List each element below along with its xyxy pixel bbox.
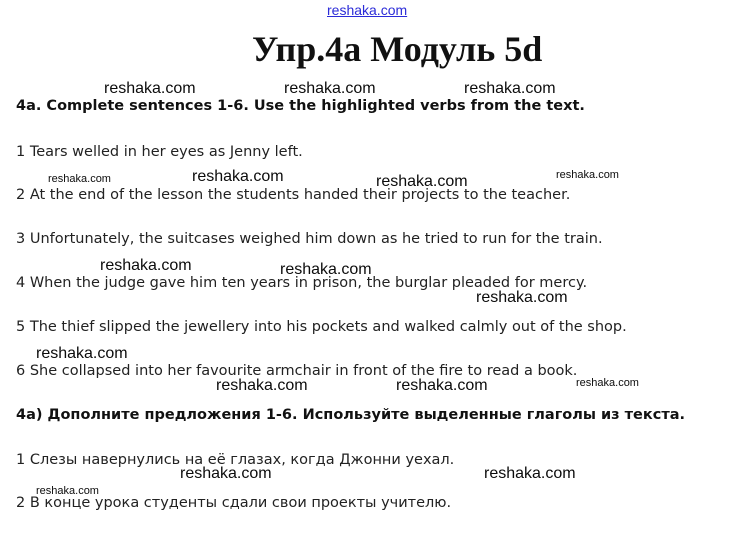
english-sentence-3: 3 Unfortunately, the suitcases weighed him down as he tried to run for the train. xyxy=(16,231,603,247)
english-sentence-2: 2 At the end of the lesson the students handed their projects to the teacher. xyxy=(16,187,571,203)
watermark: reshaka.com xyxy=(484,465,576,482)
english-sentence-6: 6 She collapsed into her favourite armchair in front of the fire to read a book. xyxy=(16,363,578,379)
english-sentence-5: 5 The thief slipped the jewellery into his pockets and walked calmly out of the shop. xyxy=(16,319,627,335)
watermark: reshaka.com xyxy=(36,345,128,362)
watermark: reshaka.com xyxy=(192,168,284,185)
english-task-heading: 4a. Complete sentences 1-6. Use the highlighted verbs from the text. xyxy=(16,98,585,114)
watermark: reshaka.com xyxy=(104,80,196,97)
watermark: reshaka.com xyxy=(36,485,99,497)
watermark: reshaka.com xyxy=(376,173,468,190)
watermark: reshaka.com xyxy=(48,173,111,185)
site-link[interactable]: reshaka.com xyxy=(327,2,408,18)
watermark: reshaka.com xyxy=(464,80,556,97)
watermark: reshaka.com xyxy=(476,289,568,306)
watermark: reshaka.com xyxy=(280,261,372,278)
watermark: reshaka.com xyxy=(556,169,619,181)
english-sentence-4: 4 When the judge gave him ten years in prison, the burglar pleaded for mercy. xyxy=(16,275,588,291)
page-title: Упр.4a Модуль 5d xyxy=(252,29,543,69)
watermark: reshaka.com xyxy=(216,377,308,394)
watermark: reshaka.com xyxy=(100,257,192,274)
watermark: reshaka.com xyxy=(180,465,272,482)
english-sentence-1: 1 Tears welled in her eyes as Jenny left. xyxy=(16,144,303,160)
russian-sentence-2: 2 В конце урока студенты сдали свои проекты учителю. xyxy=(16,495,452,511)
watermark: reshaka.com xyxy=(284,80,376,97)
russian-task-heading: 4a) Дополните предложения 1-6. Используйте выделенные глаголы из текста. xyxy=(16,407,686,423)
watermark: reshaka.com xyxy=(576,377,639,389)
watermark: reshaka.com xyxy=(396,377,488,394)
russian-sentence-1: 1 Слезы навернулись на её глазах, когда Джонни уехал. xyxy=(16,452,455,468)
